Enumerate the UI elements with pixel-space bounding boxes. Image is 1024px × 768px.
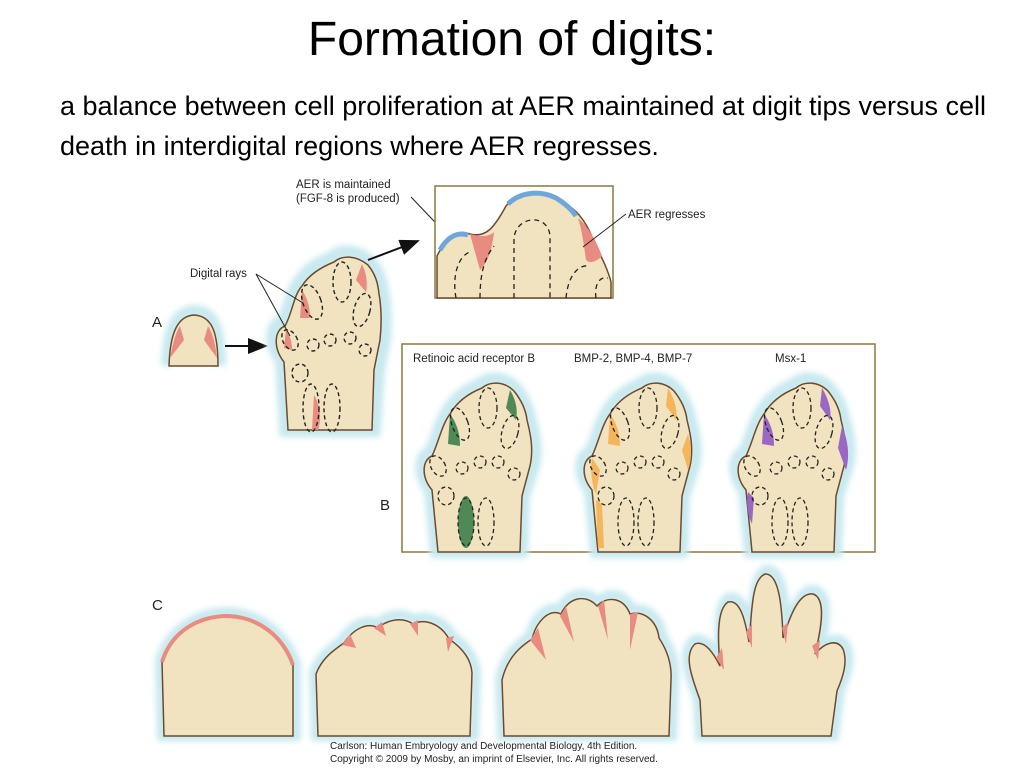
aer-maintained-label-2: (FGF-8 is produced): [296, 193, 400, 205]
aer-regresses-label: AER regresses: [628, 209, 706, 221]
hand-plate-stage-3: [500, 594, 674, 736]
panel-a-label: A: [152, 314, 163, 331]
aer-detail-inset: [435, 186, 613, 298]
hand-plate-stage-4: [687, 570, 848, 736]
msx-label: Msx-1: [775, 353, 807, 365]
early-limb-bud: [167, 311, 220, 366]
hand-tissue: [502, 599, 671, 736]
panel-b-label: B: [380, 497, 391, 514]
aer-maintained-label: AER is maintained: [296, 179, 391, 191]
slide-title: Formation of digits:: [307, 13, 717, 66]
hand-plate-stage-1: [160, 612, 296, 736]
retinoic-acid-label: Retinoic acid receptor B: [413, 353, 536, 365]
credit-line-1: Carlson: Human Embryology and Developmental Biology, 4th Edition.: [330, 741, 638, 752]
panel-c-label: C: [152, 597, 163, 614]
zoom-arrow: [368, 241, 418, 260]
hand-plate-stage-2: [314, 615, 476, 736]
slide-subtitle: a balance between cell proliferation at AER maintained at digit tips versus cell death in interdigital regions where AER regresses.: [60, 91, 987, 161]
hand-plate: [273, 252, 385, 432]
credit-line-2: Copyright © 2009 by Mosby, an imprint of Elsevier, Inc. All rights reserved.: [330, 754, 658, 765]
digital-rays-label: Digital rays: [190, 268, 247, 280]
bmp-label: BMP-2, BMP-4, BMP-7: [574, 353, 693, 365]
